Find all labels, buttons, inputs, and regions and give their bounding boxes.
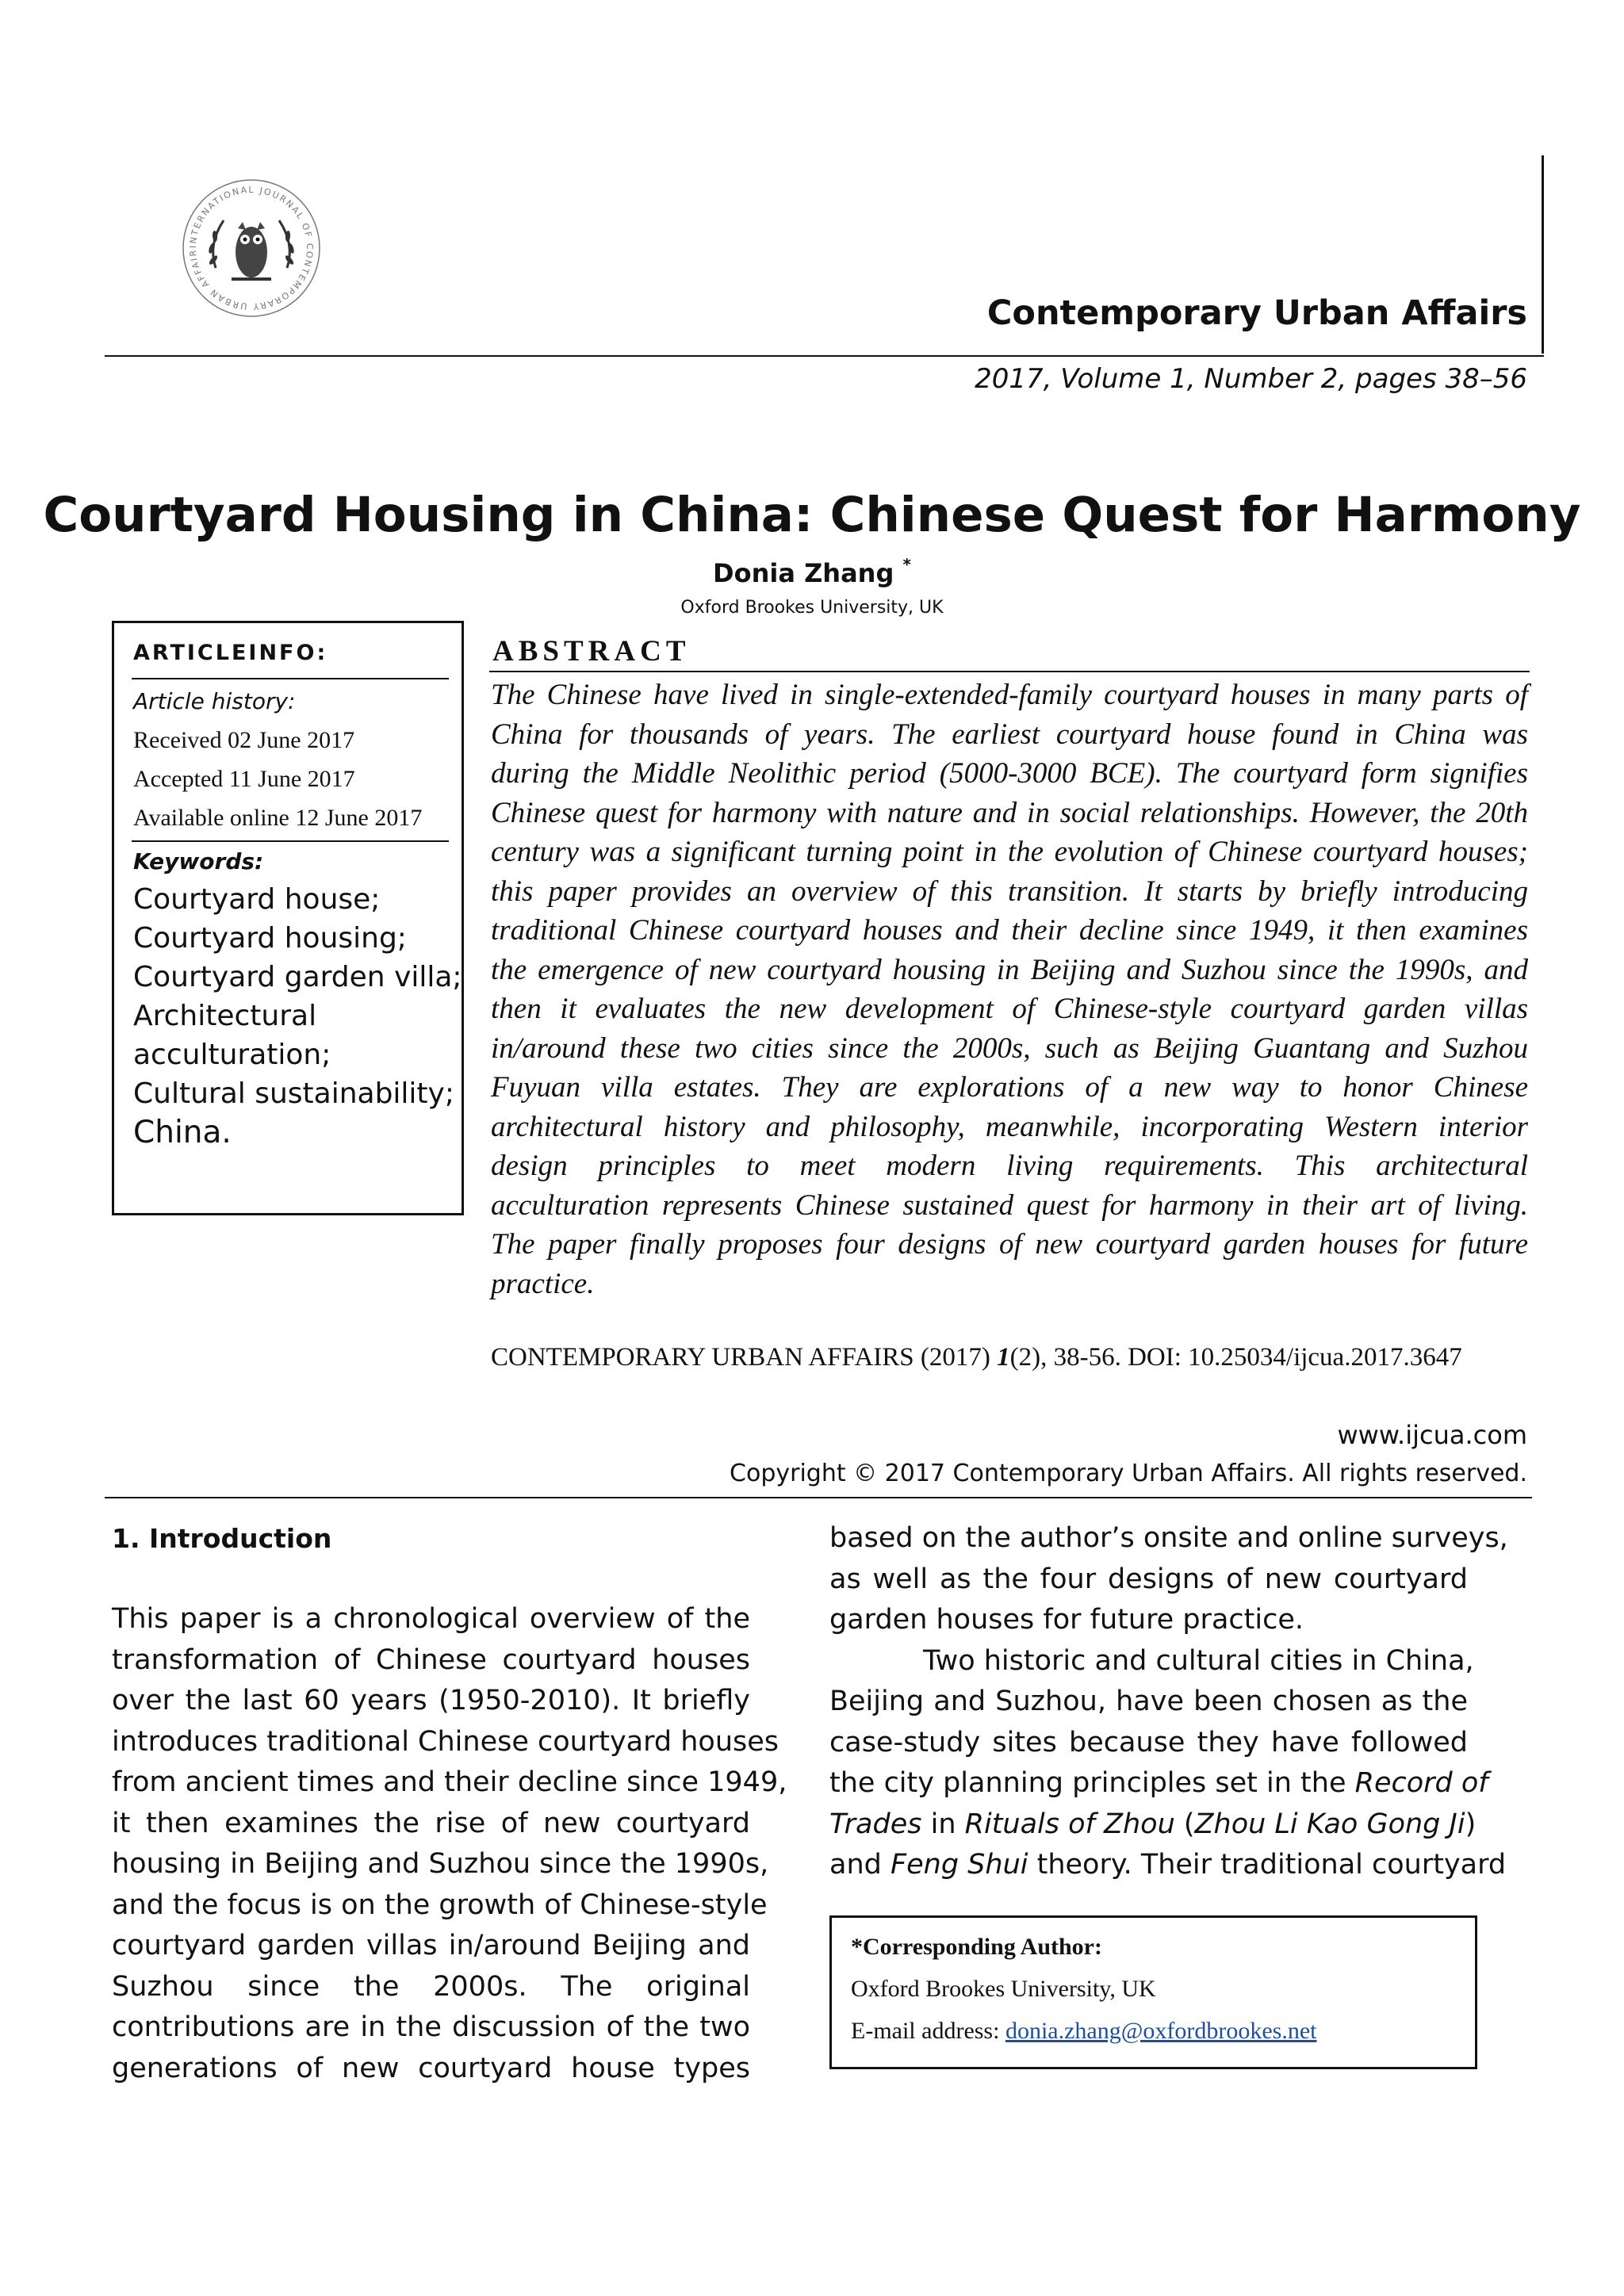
author-name-text: Donia Zhang [713,558,894,588]
abstract-line: then it evaluates the new development of Chinese-style courtyard garden villas [491,993,1528,1025]
body-line: Two historic and cultural cities in China, [923,1644,1474,1677]
citation-prefix: CONTEMPORARY URBAN AFFAIRS (2017) [491,1343,998,1372]
accepted-date: Accepted 11 June 2017 [133,766,355,792]
journal-website[interactable]: www.ijcua.com [1337,1420,1527,1450]
abstract-line: practice. [491,1267,595,1300]
body-line: generations of new courtyard house types [112,2052,750,2084]
citation [491,1343,1462,1372]
body-text: and [829,1849,891,1881]
rituals-emphasis: Rituals of Zhou [964,1808,1175,1840]
abstract-body [491,675,1528,1303]
body-text: theory. Their traditional courtyard [1028,1849,1507,1881]
body-line: Beijing and Suzhou, have been chosen as the [829,1686,1468,1717]
body-line: garden houses for future practice. [829,1604,1304,1636]
keyword-item: Courtyard housing; [133,922,407,955]
abstract-line: acculturation represents Chinese sustained quest for harmony in their art of living. [491,1188,1528,1222]
body-line: based on the author’s onsite and online surveys, [829,1522,1508,1554]
body-text: ( [1174,1808,1195,1840]
abstract-line: The Chinese have lived in single-extended-family courtyard houses in many parts of [491,679,1528,711]
body-line: as well as the four designs of new courtyard [829,1563,1468,1595]
received-date: Received 02 June 2017 [133,727,355,753]
abstract-line: Fuyuan villa estates. They are explorations of a new way to honor Chinese [491,1071,1528,1104]
article-history-label: Article history: [133,688,296,714]
svg-text:INTERNATIONAL JOURNAL OF CONTE: INTERNATIONAL JOURNAL OF CONTEMPORARY URBAN AFFAIR [187,184,316,312]
body-line: it then examines the rise of new courtyard [112,1807,750,1839]
body-line: housing in Beijing and Suzhou since the 1990s, [112,1848,769,1880]
body-text: ) [1465,1808,1477,1840]
abstract-line: China for thousands of years. The earliest courtyard house found in China was [491,718,1528,751]
journal-owl-emblem-icon [176,173,327,323]
copyright-notice: Copyright © 2017 Contemporary Urban Affairs. All rights reserved. [730,1460,1527,1487]
article-title: Courtyard Housing in China: Chinese Quest for Harmony [43,487,1581,543]
zhou-li-emphasis: Zhou Li Kao Gong Ji [1194,1808,1465,1840]
email-label: E-mail address: [851,2018,1005,2044]
author-affiliation: Oxford Brookes University, UK [680,598,944,618]
record-of-emphasis: Record of [1354,1767,1488,1799]
corresponding-institution: Oxford Brookes University, UK [851,1976,1156,2002]
body-text: the city planning principles set in the [829,1767,1355,1799]
author-mark: * [902,555,911,574]
body-line: from ancient times and their decline since 1949, [112,1766,787,1798]
section-rule [105,1497,1532,1498]
body-line: This paper is a chronological overview of the [112,1603,750,1635]
abstract-line: this paper provides an overview of this transition. It starts by briefly introducing [491,874,1528,908]
abstract-line: in/around these two cities since the 2000s, such as Beijing Guantang and Suzhou [491,1031,1528,1065]
body-text: in [921,1808,965,1840]
body-line: over the last 60 years (1950-2010). It briefly [112,1685,750,1716]
body-line: introduces traditional Chinese courtyard houses [112,1725,779,1758]
journal-name: Contemporary Urban Affairs [986,293,1527,333]
citation-volume: 1 [997,1343,1010,1372]
abstract-line: the emergence of new courtyard housing in Beijing and Suzhou since the 1990s, and [491,953,1528,986]
body-line: courtyard garden villas in/around Beijing and [112,1930,750,1961]
abstract-line: century was a significant turning point in the evolution of Chinese courtyard houses; [491,836,1528,868]
abstract-line: traditional Chinese courtyard houses and their decline since 1949, it then examines [491,914,1528,947]
body-line [829,1804,1477,1846]
keywords-label: Keywords: [133,848,264,874]
keyword-item: Cultural sustainability; [133,1077,454,1110]
body-line: and the focus is on the growth of Chinese-style [112,1888,768,1921]
keywords-rule [132,840,449,842]
email-link[interactable]: donia.zhang@oxfordbrookes.net [1005,2018,1317,2044]
abstract-line: The paper finally proposes four designs of new courtyard garden houses for future [491,1228,1528,1261]
corresponding-email-line [851,2018,1316,2045]
abstract-line: architectural history and philosophy, meanwhile, incorporating Western interior [491,1110,1528,1143]
author-name [0,555,1624,588]
keyword-item: Courtyard house; [133,883,381,916]
introduction-heading: 1. Introduction [112,1523,332,1554]
body-line: case-study sites because they have followed [829,1726,1468,1758]
keywords-list [133,880,462,1152]
header-vertical-rule [1542,155,1544,354]
intro-left-column [112,1599,787,2089]
body-line: contributions are in the discussion of the two [112,2011,750,2043]
header-rule [105,355,1544,357]
volume-info: 2017, Volume 1, Number 2, pages 38–56 [975,363,1527,395]
body-line [829,1763,1488,1804]
article-info-heading: ARTICLEINFO: [133,641,328,665]
available-date: Available online 12 June 2017 [133,805,423,831]
abstract-heading: ABSTRACT [492,635,691,668]
corresponding-author-heading: *Corresponding Author: [851,1934,1102,1960]
intro-right-column [829,1518,1508,1886]
abstract-line: Chinese quest for harmony with nature and in social relationships. However, the 20th [491,796,1528,829]
citation-suffix: (2), 38-56. DOI: 10.25034/ijcua.2017.3647 [1009,1343,1462,1372]
keyword-item: acculturation; [133,1039,331,1071]
article-info-rule [132,678,449,679]
body-line: Suzhou since the 2000s. The original [112,1970,750,2003]
keyword-item: China. [133,1115,232,1150]
keyword-item: Architectural [133,1000,317,1032]
abstract-line: during the Middle Neolithic period (5000-3000 BCE). The courtyard form signifies [491,757,1528,790]
keyword-item: Courtyard garden villa; [133,961,462,993]
body-line: transformation of Chinese courtyard houses [112,1644,750,1676]
feng-shui-emphasis: Feng Shui [890,1849,1028,1881]
abstract-rule [489,671,1530,672]
abstract-line: design principles to meet modern living requirements. This architectural [491,1150,1528,1182]
trades-emphasis: Trades [829,1808,922,1840]
body-line [829,1845,1507,1886]
